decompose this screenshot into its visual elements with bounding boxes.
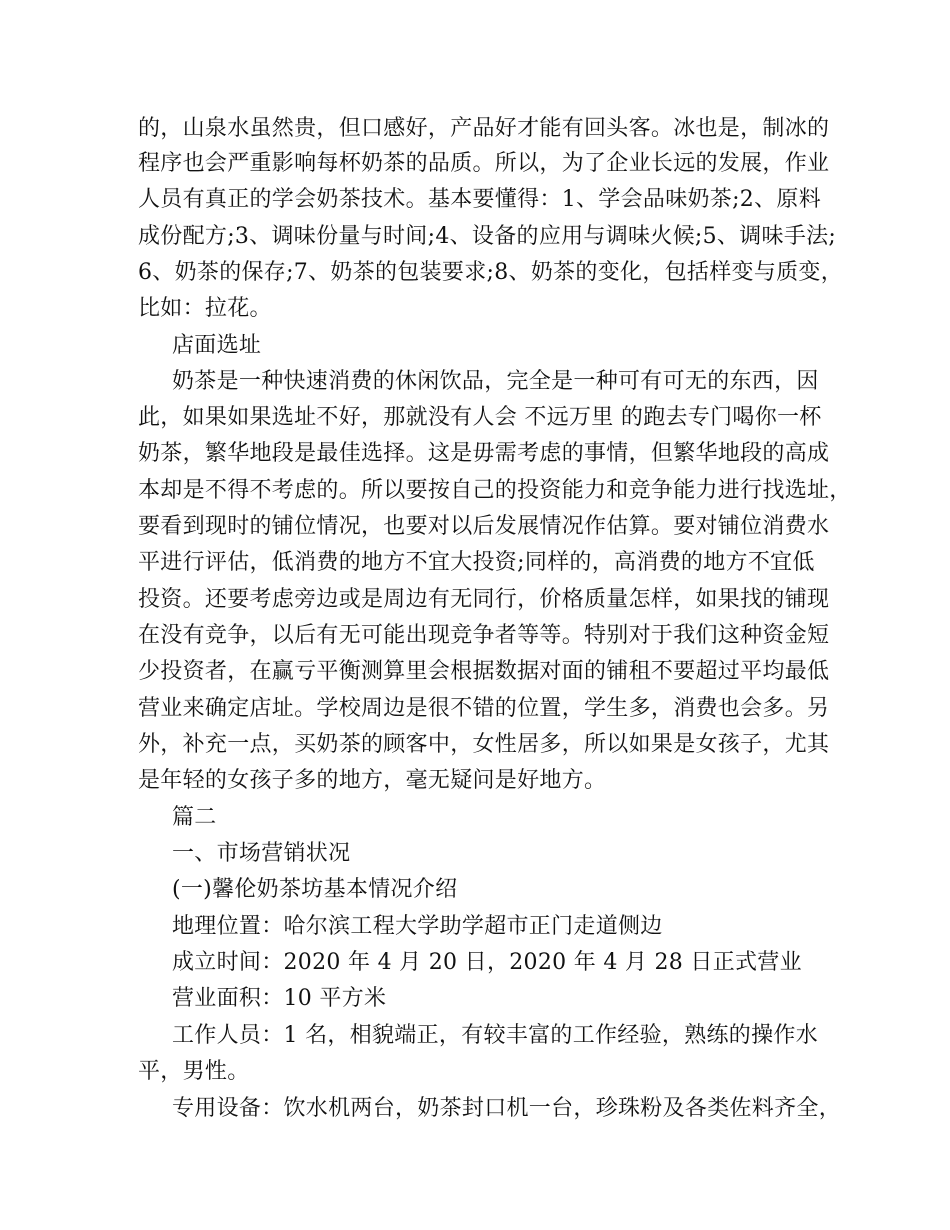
body-text-line: 成份配方;3、调味份量与时间;4、设备的应用与调味火候;5、调味手法;: [138, 224, 837, 249]
body-text-line: 要看到现时的铺位情况，也要对以后发展情况作估算。要对铺位消费水: [138, 514, 830, 539]
body-text-line: 程序也会严重影响每杯奶茶的品质。所以，为了企业长远的发展，作业: [138, 151, 830, 176]
info-line-staff: 工作人员：1 名，相貌端正，有较丰富的工作经验，熟练的操作水: [172, 1023, 818, 1048]
section-heading: 一、市场营销状况: [172, 841, 351, 866]
body-text-line: 营业来确定店址。学校周边是很不错的位置，学生多，消费也会多。另: [138, 696, 830, 721]
body-text-line: 平进行评估，低消费的地方不宜大投资;同样的，高消费的地方不宜低: [138, 550, 815, 575]
info-line-equipment: 专用设备：饮水机两台，奶茶封口机一台，珍珠粉及各类佐料齐全，: [172, 1096, 842, 1121]
body-text-line: 比如：拉花。: [138, 296, 272, 321]
body-text-line: 是年轻的女孩子多的地方，毫无疑问是好地方。: [138, 768, 607, 793]
body-text-line: 6、奶茶的保存;7、奶茶的包装要求;8、奶茶的变化，包括样变与质变，: [138, 260, 844, 285]
info-line-area: 营业面积：10 平方米: [172, 986, 387, 1011]
info-line-location: 地理位置：哈尔滨工程大学助学超市正门走道侧边: [172, 914, 663, 939]
section-heading: 篇二: [172, 805, 217, 830]
body-text-line: 的，山泉水虽然贵，但口感好，产品好才能有回头客。冰也是，制冰的: [138, 116, 830, 141]
section-heading: 店面选址: [172, 333, 262, 358]
subsection-heading: (一)馨伦奶茶坊基本情况介绍: [172, 877, 458, 902]
body-text-line: 人员有真正的学会奶茶技术。基本要懂得：1、学会品味奶茶;2、原料: [138, 187, 822, 212]
body-text-line: 本却是不得不考虑的。所以要按自己的投资能力和竞争能力进行找选址，: [138, 478, 852, 503]
info-line-founded: 成立时间：2020 年 4 月 20 日，2020 年 4 月 28 日正式营业: [172, 950, 802, 975]
body-text-line: 外，补充一点，买奶茶的顾客中，女性居多，所以如果是女孩子，尤其: [138, 732, 830, 757]
body-text-line: 此，如果如果选址不好，那就没有人会 不远万里 的跑去专门喝你一杯: [138, 405, 822, 430]
paragraph-first-line: 奶茶是一种快速消费的休闲饮品，完全是一种可有可无的东西，因: [172, 369, 819, 394]
body-text-line: 奶茶，繁华地段是最佳选择。这是毋需考虑的事情，但繁华地段的高成: [138, 441, 830, 466]
body-text-line: 少投资者，在赢亏平衡测算里会根据数据对面的铺租不要超过平均最低: [138, 659, 830, 684]
body-text-line: 平，男性。: [138, 1059, 250, 1084]
body-text-line: 投资。还要考虑旁边或是周边有无同行，价格质量怎样，如果找的铺现: [138, 587, 830, 612]
body-text-line: 在没有竞争，以后有无可能出现竞争者等等。特别对于我们这种资金短: [138, 623, 830, 648]
